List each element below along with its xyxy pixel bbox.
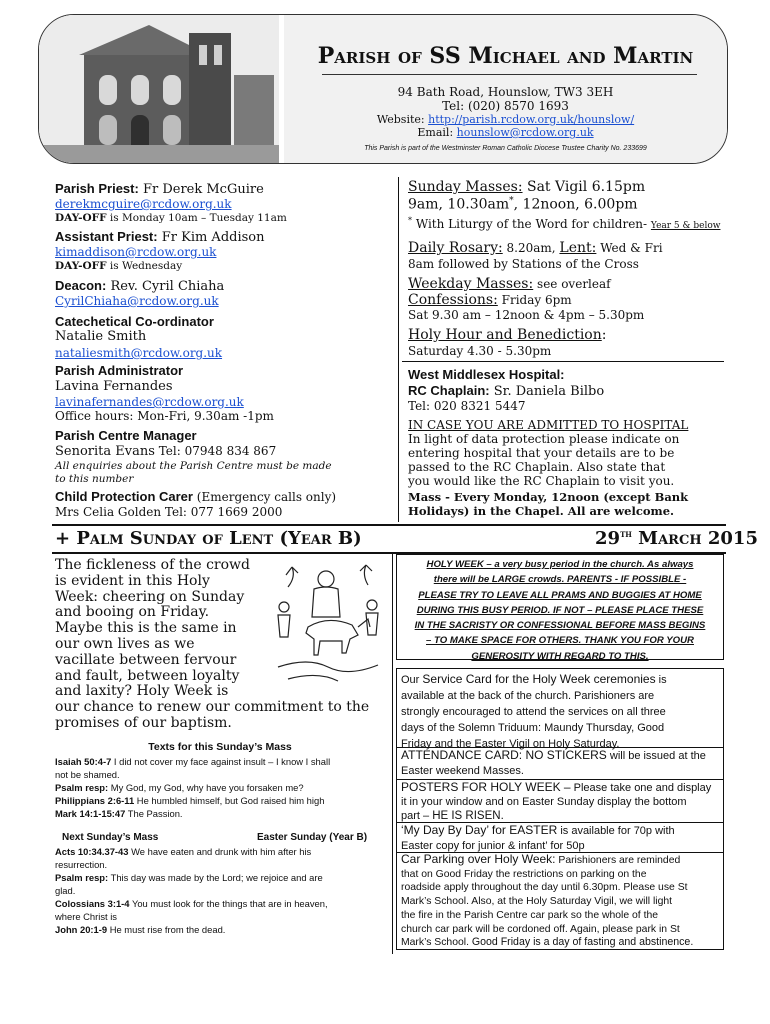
- reading-acts: Acts 10:34.37-43 We have eaten and drunk with him after his: [55, 846, 312, 857]
- pp-dayoff: DAY-OFF is Monday 10am – Tuesday 11am: [55, 212, 287, 224]
- church-building-icon: [39, 15, 279, 163]
- reflection-text: The fickleness of the crowd is evident in this Holy Week: cheering on Sunday and booing on Friday. Maybe this is the same in our own lives as we vacillate between fervour and fault, between loyalty and laxity? Holy Week is: [55, 557, 250, 700]
- website-label: Website:: [376, 113, 429, 126]
- admin-name: Lavina Fernandes: [55, 379, 173, 394]
- notices-divider: [392, 554, 393, 954]
- admin-label: Parish Administrator: [55, 363, 184, 378]
- reading-colossians: Colossians 3:1-4 You must look for the things that are in heaven,: [55, 898, 328, 909]
- deacon: Deacon: Rev. Cyril Chiaha: [55, 278, 225, 294]
- hospital-rule: [402, 361, 724, 362]
- confessions-sat: Sat 9.30 am – 12noon & 4pm – 5.30pm: [408, 308, 645, 322]
- hospital-p4: you would like the RC Chaplain to visit you.: [408, 474, 675, 488]
- ap-dayoff: DAY-OFF is Wednesday: [55, 260, 183, 272]
- attendance-notice: ATTENDANCE CARD: NO STICKERS will be issued at the Easter weekend Masses.: [401, 748, 706, 777]
- daily-rosary: Daily Rosary: 8.20am, Lent: Wed & Fri: [408, 240, 663, 256]
- catechetical-label: Catechetical Co-ordinator: [55, 314, 214, 329]
- palm-sunday-illustration: [268, 557, 388, 693]
- chaplain: RC Chaplain: Sr. Daniela Bilbo: [408, 383, 605, 399]
- hospital-tel: Tel: 020 8321 5447: [408, 399, 526, 413]
- hospital-p2: entering hospital that your details are to be: [408, 446, 675, 460]
- assistant-priest: Assistant Priest: Fr Kim Addison: [55, 229, 265, 245]
- church-photo: [39, 15, 279, 163]
- readings-title: Texts for this Sunday’s Mass: [148, 741, 292, 753]
- hospital-mass-1: Mass - Every Monday, 12noon (except Bank: [408, 490, 689, 504]
- ap-email-link[interactable]: kimaddison@rcdow.org.uk: [55, 245, 217, 259]
- rosary-line-2: 8am followed by Stations of the Cross: [408, 257, 639, 271]
- website-line: [284, 113, 727, 126]
- title-rule: [322, 74, 697, 75]
- pcm-note-2: to this number: [55, 473, 134, 485]
- parish-tel: Tel: (020) 8570 1693: [442, 99, 569, 113]
- reading-psalm: Psalm resp: My God, my God, why have you forsaken me?: [55, 782, 304, 793]
- liturgy-note: * With Liturgy of the Word for children- Year 5 & below: [408, 216, 721, 231]
- parish-priest: Parish Priest: Fr Derek McGuire: [55, 181, 264, 197]
- next-sunday-title: Next Sunday’s Mass: [62, 832, 159, 843]
- hospital-p3: passed to the RC Chaplain. Also state that: [408, 460, 666, 474]
- title-top-rule: [52, 524, 726, 526]
- holy-week-notice: HOLY WEEK – a very busy period in the church. As always there will be LARGE crowds. PARENTS - IF POSSIBLE - PLEASE TRY TO LEAVE ALL PRAMS AND BUGGIES AT HOME DURING THIS BUSY PERIOD. IF NOT – PLEASE PLACE THESE IN THE SACRISTY OR CONFESSIONAL BEFORE MASS BEGINS – TO MAKE SPACE FOR OTHERS. THANK YOU FOR YOUR GENEROSITY WITH REGARD TO THIS.: [396, 554, 724, 660]
- parish-title: Parish of SS Michael and Martin: [317, 43, 694, 69]
- holy-hour-time: Saturday 4.30 - 5.30pm: [408, 344, 552, 358]
- my-day-by-day-notice: ‘My Day By Day’ for EASTER is available for 70p with Easter copy for junior & infant’ for 50p: [401, 823, 675, 852]
- column-divider: [398, 177, 399, 522]
- pp-email-link[interactable]: derekmcguire@rcdow.org.uk: [55, 197, 232, 211]
- catechetical-name: Natalie Smith: [55, 329, 147, 344]
- child-protection: Child Protection Carer (Emergency calls only): [55, 489, 337, 504]
- admitted-heading: IN CASE YOU ARE ADMITTED TO HOSPITAL: [408, 418, 689, 432]
- sunday-masses: Sunday Masses: Sat Vigil 6.15pm: [408, 179, 646, 195]
- easter-sunday-title: Easter Sunday (Year B): [257, 832, 368, 843]
- hospital-p1: In light of data protection please indicate on: [408, 432, 680, 446]
- sunday-times: 9am, 10.30am*, 12noon, 6.00pm: [408, 196, 638, 213]
- office-hours: Office hours: Mon-Fri, 9.30am -1pm: [55, 409, 274, 423]
- pcm-label: Parish Centre Manager: [55, 428, 197, 443]
- confessions: Confessions: Friday 6pm: [408, 292, 572, 308]
- sunday-date: 29th March 2015: [595, 528, 758, 549]
- sunday-title: + Palm Sunday of Lent (Year B): [55, 528, 362, 549]
- reading-john: John 20:1-9 He must rise from the dead.: [55, 924, 226, 935]
- reading-mark: Mark 14:1-15:47 The Passion.: [55, 808, 183, 819]
- reading-psalm-2: Psalm resp: This day was made by the Lord; we rejoice and are: [55, 872, 323, 883]
- jesus-on-donkey-icon: [268, 557, 388, 693]
- service-card-notice: Our Service Card for the Holy Week ceremonies is available at the back of the church. Parishioners are strongly encouraged to attend the services on all three days of the Solemn Triduum: Maundy Thursday, Good Friday and the Easter Vigil on Holy Saturday.: [401, 672, 667, 750]
- parish-header: [38, 14, 728, 164]
- deacon-email-link[interactable]: CyrilChiaha@rcdow.org.uk: [55, 294, 219, 308]
- car-parking-notice: Car Parking over Holy Week: Parishioners are reminded that on Good Friday the restrictions on parking on the roadside apply throughout the day until 6.30pm. Please use St Mark’s School. Also, at the Holy Saturday Vigil, we will light the fire in the Parish Centre car park so the whole of the church car park will be cordoned off. Again, please park in St Mark’s School. Good Friday is a day of fasting and abstinence.: [401, 852, 694, 949]
- parish-info: [284, 15, 727, 163]
- cpc-name: Mrs Celia Golden Tel: 077 1669 2000: [55, 505, 283, 519]
- weekday-masses: Weekday Masses: see overleaf: [408, 276, 611, 292]
- posters-notice: POSTERS FOR HOLY WEEK – Please take one and display it in your window and on Easter Sunday display the bottom part – HE IS RISEN.: [401, 780, 712, 822]
- readings-list: Isaiah 50:4-7 I did not cover my face against insult – I know I shall not be shamed. Psalm resp: My God, my God, why have you forsaken me? Philippians 2:6-11 He humbled himself, but God raised him high Mark 14:1-15:47 The Passion.: [55, 755, 385, 820]
- cat-email-link[interactable]: nataliesmith@rcdow.org.uk: [55, 346, 223, 360]
- reading-isaiah: Isaiah 50:4-7 I did not cover my face against insult – I know I shall: [55, 756, 331, 767]
- next-readings-list: Acts 10:34.37-43 We have eaten and drunk with him after his resurrection. Psalm resp: This day was made by the Lord; we rejoice and are glad. Colossians 3:1-4 You must look for the things that are in heaven, where Christ is John 20:1-9 He must rise from the dead.: [55, 845, 385, 936]
- pcm-note-1: All enquiries about the Parish Centre must be made: [55, 460, 332, 472]
- admin-email-link[interactable]: lavinafernandes@rcdow.org.uk: [55, 395, 244, 409]
- pcm-name: Senorita Evans Tel: 07948 834 867: [55, 444, 277, 459]
- hospital-mass-2: Holidays) in the Chapel. All are welcome.: [408, 504, 675, 518]
- holy-hour: Holy Hour and Benediction:: [408, 327, 607, 343]
- email-link[interactable]: hounslow@rcdow.org.uk: [456, 126, 594, 139]
- reflection-full: our chance to renew our commitment to the promises of our baptism.: [55, 699, 370, 731]
- reading-philippians: Philippians 2:6-11 He humbled himself, but God raised him high: [55, 795, 325, 806]
- hospital-title: West Middlesex Hospital:: [408, 367, 565, 382]
- website-link[interactable]: http://parish.rcdow.org.uk/hounslow/: [428, 113, 635, 126]
- email-line: [284, 126, 727, 139]
- charity-note: This Parish is part of the Westminster Roman Catholic Diocese Trustee Charity No. 233699: [364, 145, 647, 152]
- parish-address: 94 Bath Road, Hounslow, TW3 3EH: [397, 85, 614, 99]
- email-label: Email:: [417, 126, 457, 139]
